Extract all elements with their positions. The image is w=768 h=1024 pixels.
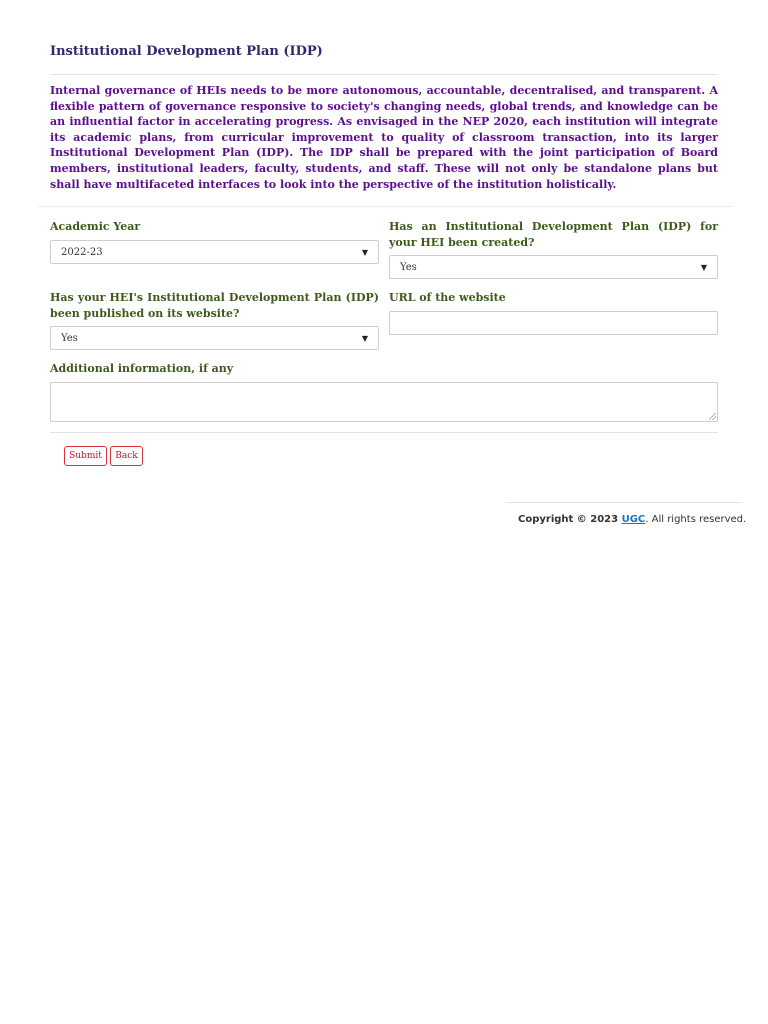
idp-created-label: Has an Institutional Development Plan (IDP) for your HEI been created?: [389, 220, 718, 249]
academic-year-select[interactable]: [50, 240, 379, 264]
academic-year-value: 2022-23: [61, 246, 103, 258]
idp-created-value: Yes: [400, 261, 417, 273]
footer-copyright: [518, 514, 746, 525]
intro-text: Internal governance of HEIs needs to be more autonomous, accountable, decentralised, and transparent. A flexible pattern of governance responsive to society's changing needs, global trends, and knowledge can be an influential factor in accelerating progress. As envisaged in the NEP 2020, each institution will integrate its academic plans, from curricular improvement to quality of classroom transaction, into its larger Institutional Development Plan (IDP). The IDP shall be prepared with the joint participation of Board members, institutional leaders, faculty, students, and staff. These will not only be standalone plans but shall have multifaceted interfaces to look into the perspective of the institution holistically.: [50, 84, 718, 191]
idp-published-value: Yes: [61, 332, 78, 344]
submit-button[interactable]: Submit: [64, 446, 107, 466]
chevron-down-icon: ▼: [700, 262, 707, 272]
chevron-down-icon: ▼: [361, 333, 368, 343]
resize-grip-icon[interactable]: [709, 413, 716, 420]
website-url-label: URL of the website: [389, 291, 506, 304]
divider: [50, 74, 718, 75]
divider: [506, 502, 742, 503]
back-button[interactable]: Back: [110, 446, 143, 466]
page-title: Institutional Development Plan (IDP): [50, 44, 323, 59]
ugc-link[interactable]: UGC: [621, 514, 646, 525]
additional-info-label: Additional information, if any: [50, 362, 234, 375]
academic-year-label: Academic Year: [50, 220, 141, 233]
chevron-down-icon: ▼: [361, 247, 368, 257]
rights-text: . All rights reserved.: [645, 514, 747, 525]
copyright-text: Copyright © 2023: [518, 514, 622, 525]
divider: [50, 432, 718, 433]
idp-created-select[interactable]: [389, 255, 718, 279]
additional-info-textarea[interactable]: [50, 382, 718, 422]
idp-published-select[interactable]: [50, 326, 379, 350]
divider: [38, 206, 732, 207]
website-url-input[interactable]: [389, 311, 718, 335]
idp-published-label: Has your HEI's Institutional Development Plan (IDP) been published on its website?: [50, 291, 379, 320]
